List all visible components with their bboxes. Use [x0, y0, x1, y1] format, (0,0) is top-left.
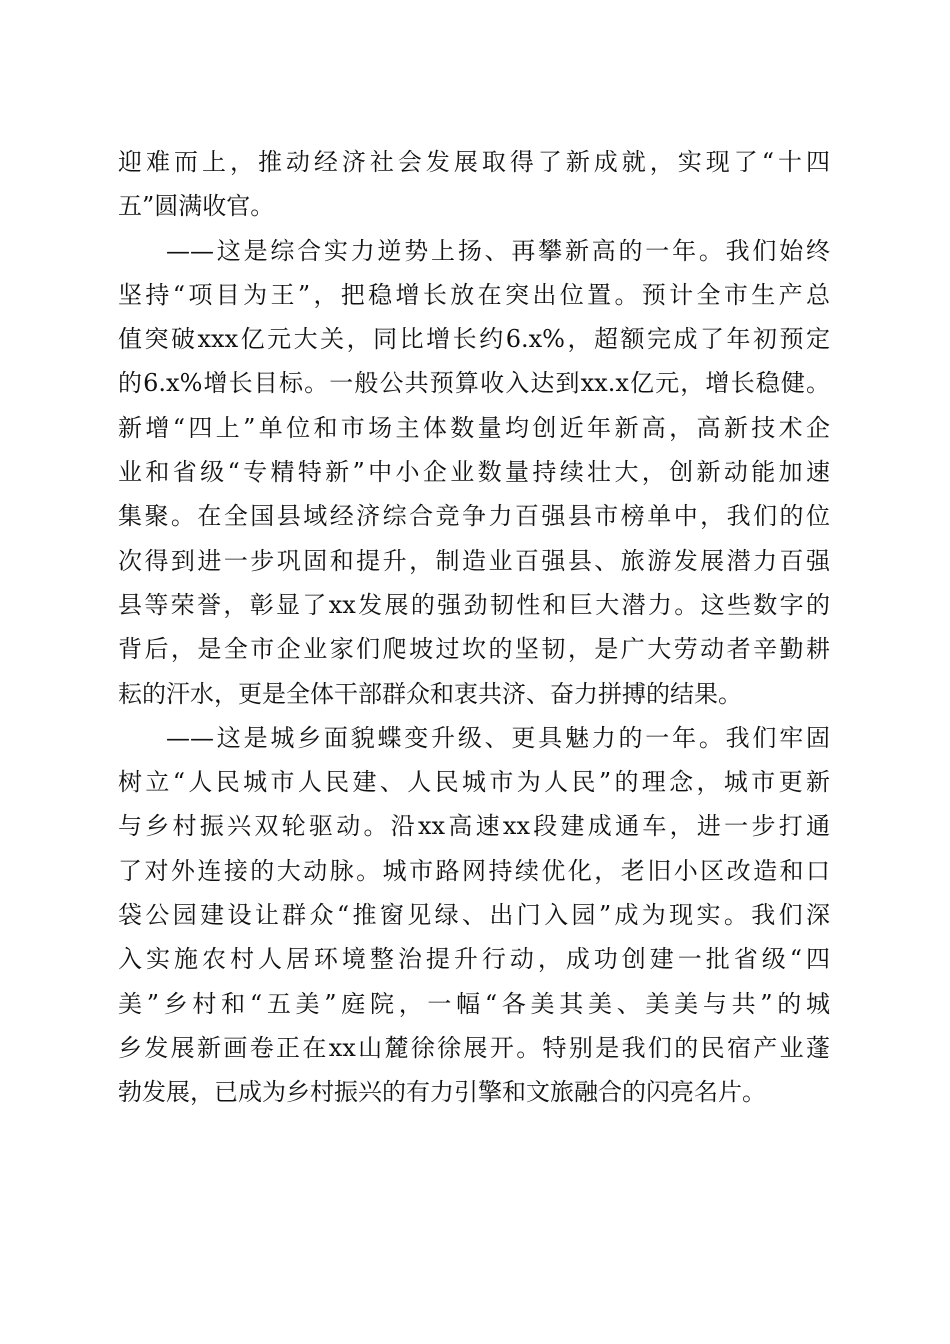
paragraph-start-line: ——这是综合实力逆势上扬、再攀新高的一年。我们始终: [166, 236, 830, 265]
text-line: 树立“人民城市人民建、人民城市为人民”的理念，城市更新: [118, 768, 830, 797]
text-line: 集聚。在全国县域经济综合竞争力百强县市榜单中，我们的位: [118, 502, 830, 531]
text-line: 县等荣誉，彰显了xx发展的强劲韧性和巨大潜力。这些数字的: [118, 590, 830, 619]
text-line: 乡发展新画卷正在xx山麓徐徐展开。特别是我们的民宿产业蓬: [118, 1033, 830, 1062]
text-line: 新增“四上”单位和市场主体数量均创近年新高，高新技术企: [118, 413, 830, 442]
text-line: 入实施农村人居环境整治提升行动，成功创建一批省级“四: [118, 945, 830, 974]
text-line: 美”乡村和“五美”庭院，一幅“各美其美、美美与共”的城: [118, 989, 830, 1018]
text-line: 背后，是全市企业家们爬坡过坎的坚韧，是广大劳动者辛勤耕: [118, 635, 830, 664]
text-line: 坚持“项目为王”，把稳增长放在突出位置。预计全市生产总: [118, 280, 830, 309]
text-line: 迎难而上，推动经济社会发展取得了新成就，实现了“十四: [118, 148, 830, 176]
text-line: 袋公园建设让群众“推窗见绿、出门入园”成为现实。我们深: [118, 901, 830, 930]
text-line: 与乡村振兴双轮驱动。沿xx高速xx段建成通车，进一步打通: [118, 812, 830, 841]
text-line: 勃发展，已成为乡村振兴的有力引擎和文旅融合的闪亮名片。: [118, 1078, 766, 1107]
paragraph-start-line: ——这是城乡面貌蝶变升级、更具魅力的一年。我们牢固: [166, 723, 830, 752]
text-line: 的6.x%增长目标。一般公共预算收入达到xx.x亿元，增长稳健。: [118, 369, 830, 398]
text-line: 业和省级“专精特新”中小企业数量持续壮大，创新动能加速: [118, 458, 830, 487]
text-line: 耘的汗水，更是全体干部群众和衷共济、奋力拼搏的结果。: [118, 679, 742, 708]
text-line: 次得到进一步巩固和提升，制造业百强县、旅游发展潜力百强: [118, 546, 830, 575]
text-line: 值突破xxx亿元大关，同比增长约6.x%，超额完成了年初预定: [118, 325, 830, 354]
body-text: [118, 140, 830, 1115]
text-line: 了对外连接的大动脉。城市路网持续优化，老旧小区改造和口: [118, 856, 830, 885]
text-line: 五”圆满收官。: [118, 192, 275, 221]
